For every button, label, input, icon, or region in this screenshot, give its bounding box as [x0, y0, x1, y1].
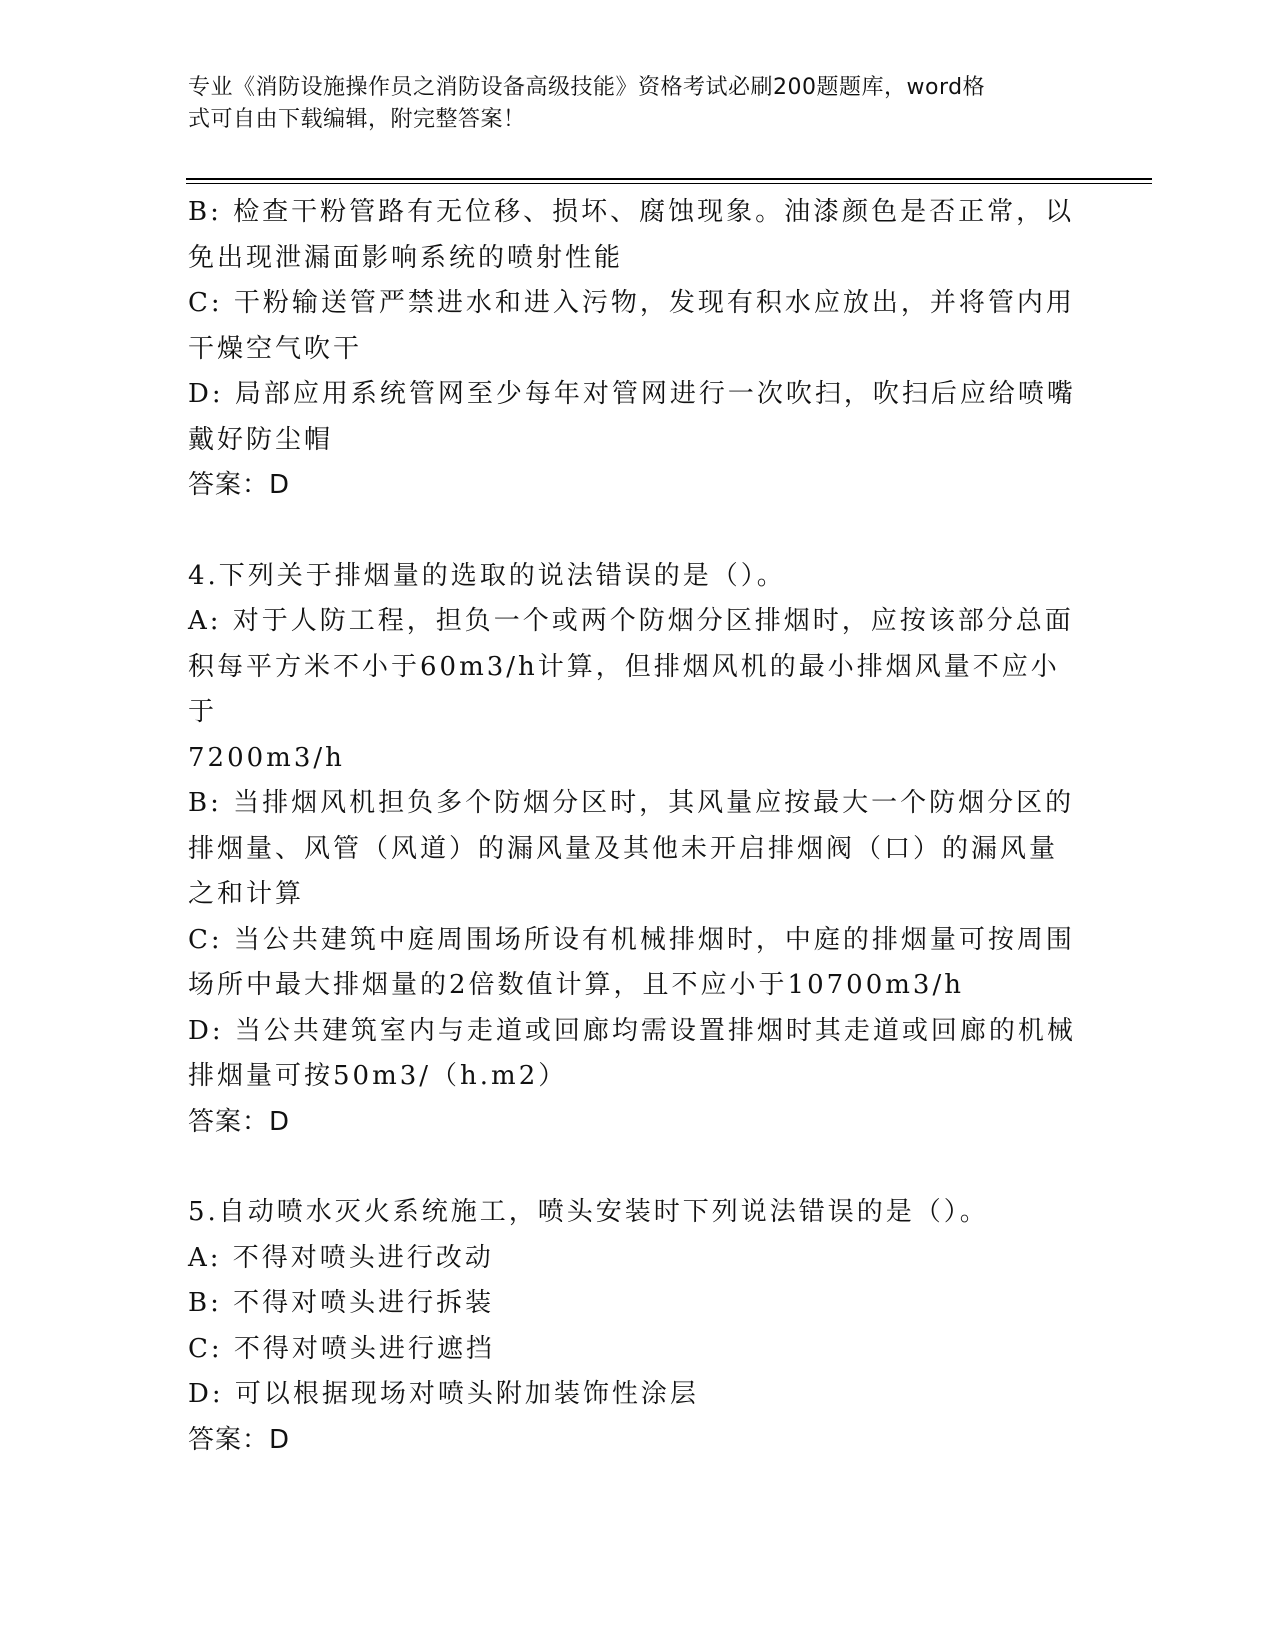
- spacer: [188, 509, 1078, 554]
- q5-option-b: B: 不得对喷头进行拆装: [188, 1288, 495, 1318]
- q3-option-d-line-2: 戴好防尘帽: [188, 424, 334, 455]
- q3-option-c-line-1: C: 干粉输送管严禁进水和进入污物，发现有积水应放出，并将管内用: [188, 288, 1075, 318]
- q4-option-a-line-3: 7200m3/h: [188, 742, 345, 773]
- q5-option-c: C: 不得对喷头进行遮挡: [188, 1333, 495, 1364]
- question-5: [188, 1190, 1078, 1463]
- document-body: [188, 190, 1078, 1463]
- header-line-2: 式可自由下载编辑，附完整答案！: [188, 107, 526, 132]
- q4-option-c-line-1: C: 当公共建筑中庭周围场所设有机械排烟时，中庭的排烟量可按周围: [188, 924, 1075, 955]
- q4-option-a-line-1: A: 对于人防工程，担负一个或两个防烟分区排烟时，应按该部分总面: [188, 606, 1074, 636]
- q5-answer: 答案：D: [188, 1424, 291, 1455]
- header-divider-thick: [186, 178, 1152, 180]
- q3-option-c-line-2: 干燥空气吹干: [188, 333, 363, 364]
- q3-option-b-line-1: B: 检查干粉管路有无位移、损坏、腐蚀现象。油漆颜色是否正常，以: [188, 197, 1075, 227]
- q5-stem: 5.自动喷水灭火系统施工，喷头安装时下列说法错误的是（）。: [188, 1197, 989, 1227]
- question-4: [188, 554, 1078, 1146]
- q4-option-a-line-2: 积每平方米不小于60m3/h计算，但排烟风机的最小排烟风量不应小于: [188, 651, 1060, 727]
- q4-option-c-line-2: 场所中最大排烟量的2倍数值计算，且不应小于10700m3/h: [188, 970, 964, 1000]
- q5-option-d: D: 可以根据现场对喷头附加装饰性涂层: [188, 1379, 699, 1409]
- q4-option-d-line-2: 排烟量可按50m3/（h.m2）: [188, 1061, 568, 1091]
- q3-answer: 答案：D: [188, 470, 291, 500]
- header-divider-thin: [186, 183, 1152, 184]
- q4-option-b-line-3: 之和计算: [188, 879, 305, 909]
- q4-option-b-line-1: B: 当排烟风机担负多个防烟分区时，其风量应按最大一个防烟分区的: [188, 788, 1075, 818]
- q3-option-b-line-2: 免出现泄漏面影响系统的喷射性能: [188, 242, 624, 273]
- q4-answer: 答案：D: [188, 1106, 291, 1137]
- header-line-1: 专业《消防设施操作员之消防设备高级技能》资格考试必刷200题题库，word格: [188, 75, 986, 100]
- document-header: [188, 72, 1068, 136]
- q4-stem: 4.下列关于排烟量的选取的说法错误的是（）。: [188, 560, 786, 591]
- q4-option-d-line-1: D: 当公共建筑室内与走道或回廊均需设置排烟时其走道或回廊的机械: [188, 1015, 1076, 1046]
- q4-option-b-line-2: 排烟量、风管（风道）的漏风量及其他未开启排烟阀（口）的漏风量: [188, 833, 1059, 864]
- q3-option-d-line-1: D: 局部应用系统管网至少每年对管网进行一次吹扫，吹扫后应给喷嘴: [188, 379, 1076, 409]
- spacer: [188, 1145, 1078, 1190]
- question-3-options: [188, 190, 1078, 509]
- q5-option-a: A: 不得对喷头进行改动: [188, 1242, 494, 1273]
